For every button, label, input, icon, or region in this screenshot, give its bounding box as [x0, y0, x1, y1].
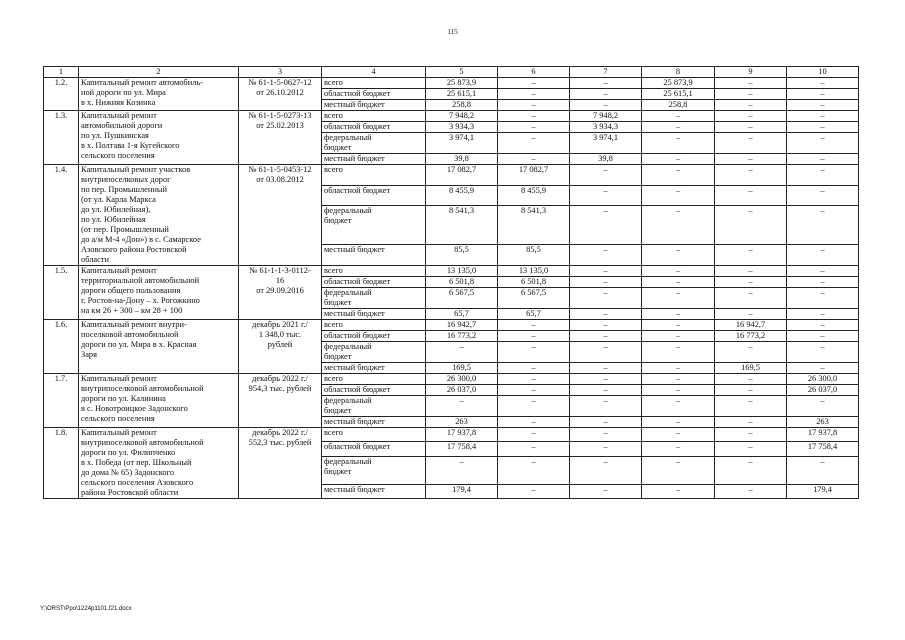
- amount-cell: –: [498, 442, 570, 456]
- item-name: Капитальный ремонт внутри- поселковой автомобильной дороги по ул. Мира в х. Красная Заря: [79, 320, 239, 374]
- funding-source: местный бюджет: [322, 100, 426, 111]
- amount-cell: –: [642, 442, 715, 456]
- amount-cell: –: [498, 111, 570, 122]
- amount-cell: –: [570, 331, 642, 342]
- amount-cell: 263: [787, 417, 859, 428]
- amount-cell: –: [715, 154, 787, 165]
- table-row: [44, 428, 859, 442]
- amount-cell: 13 135,0: [426, 266, 498, 277]
- amount-cell: –: [715, 417, 787, 428]
- amount-cell: –: [715, 385, 787, 396]
- funding-source: всего: [322, 374, 426, 385]
- amount-cell: –: [570, 206, 642, 245]
- amount-cell: 17 937,8: [426, 428, 498, 442]
- amount-cell: –: [715, 165, 787, 186]
- header-cell: 3: [239, 67, 322, 78]
- amount-cell: –: [787, 185, 859, 206]
- amount-cell: –: [642, 320, 715, 331]
- amount-cell: –: [498, 342, 570, 363]
- amount-cell: –: [570, 277, 642, 288]
- funding-source: областной бюджет: [322, 385, 426, 396]
- amount-cell: –: [426, 342, 498, 363]
- table-row: [44, 320, 859, 331]
- amount-cell: 16 773,2: [715, 331, 787, 342]
- amount-cell: –: [642, 154, 715, 165]
- amount-cell: 3 974,1: [426, 133, 498, 154]
- amount-cell: –: [715, 245, 787, 266]
- amount-cell: 3 934,3: [426, 122, 498, 133]
- amount-cell: –: [787, 78, 859, 89]
- amount-cell: –: [570, 165, 642, 186]
- amount-cell: –: [715, 111, 787, 122]
- item-document: декабрь 2022 г./ 954,3 тыс. рублей: [239, 374, 322, 428]
- item-number: 1.2.: [44, 78, 79, 111]
- funding-source: областной бюджет: [322, 277, 426, 288]
- amount-cell: –: [570, 288, 642, 309]
- amount-cell: 26 300,0: [426, 374, 498, 385]
- amount-cell: 16 942,7: [426, 320, 498, 331]
- header-cell: 5: [426, 67, 498, 78]
- amount-cell: –: [787, 165, 859, 186]
- amount-cell: –: [787, 331, 859, 342]
- amount-cell: –: [715, 133, 787, 154]
- funding-source: всего: [322, 78, 426, 89]
- amount-cell: –: [787, 456, 859, 484]
- amount-cell: –: [498, 385, 570, 396]
- amount-cell: –: [498, 417, 570, 428]
- amount-cell: –: [498, 456, 570, 484]
- amount-cell: 16 773,2: [426, 331, 498, 342]
- amount-cell: –: [715, 89, 787, 100]
- table-row: [44, 111, 859, 122]
- amount-cell: –: [570, 396, 642, 417]
- funding-source: областной бюджет: [322, 442, 426, 456]
- header-cell: 9: [715, 67, 787, 78]
- funding-source: областной бюджет: [322, 89, 426, 100]
- amount-cell: –: [715, 206, 787, 245]
- item-name: Капитальный ремонт внутрипоселковой автомобильной дороги по ул. Калинина в с. Новотроицкое Задонского сельского поселения: [79, 374, 239, 428]
- amount-cell: –: [787, 100, 859, 111]
- amount-cell: –: [642, 277, 715, 288]
- amount-cell: 169,5: [715, 363, 787, 374]
- item-name: Капитальный ремонт автомобиль- ной дороги по ул. Мира в х. Нижняя Козинка: [79, 78, 239, 111]
- page-number: 115: [447, 28, 458, 36]
- amount-cell: 6 567,5: [498, 288, 570, 309]
- item-name: Капитальный ремонт внутрипоселковой автомобильной дороги по ул. Филипченко в х. Победа (от пер. Школьный до дома № 65) Задонского сельского поселения Азовского района Ростовской области: [79, 428, 239, 499]
- table-row: [44, 165, 859, 186]
- amount-cell: –: [787, 288, 859, 309]
- amount-cell: –: [642, 122, 715, 133]
- amount-cell: 7 948,2: [426, 111, 498, 122]
- funding-source: федеральный бюджет: [322, 206, 426, 245]
- amount-cell: –: [787, 342, 859, 363]
- amount-cell: –: [498, 363, 570, 374]
- amount-cell: –: [642, 363, 715, 374]
- header-cell: 2: [79, 67, 239, 78]
- item-document: декабрь 2021 г./ 1 348,0 тыс. рублей: [239, 320, 322, 374]
- funding-source: всего: [322, 428, 426, 442]
- amount-cell: –: [715, 442, 787, 456]
- item-name: Капитальный ремонт автомобильной дороги по ул. Пушкинская в х. Полтава 1-я Кугейского сельского поселения: [79, 111, 239, 165]
- funding-source: областной бюджет: [322, 122, 426, 133]
- amount-cell: –: [787, 363, 859, 374]
- amount-cell: –: [570, 309, 642, 320]
- amount-cell: –: [498, 374, 570, 385]
- funding-source: всего: [322, 266, 426, 277]
- amount-cell: 17 937,8: [787, 428, 859, 442]
- amount-cell: –: [715, 396, 787, 417]
- amount-cell: 25 873,9: [426, 78, 498, 89]
- amount-cell: 25 615,1: [426, 89, 498, 100]
- amount-cell: 25 615,1: [642, 89, 715, 100]
- file-path-footer: Y:\ORST\Ppo\1224p1101.f21.docx: [40, 606, 132, 612]
- item-number: 1.6.: [44, 320, 79, 374]
- amount-cell: –: [715, 78, 787, 89]
- item-number: 1.5.: [44, 266, 79, 320]
- program-table: [43, 66, 859, 499]
- amount-cell: 16 942,7: [715, 320, 787, 331]
- amount-cell: –: [642, 185, 715, 206]
- amount-cell: –: [642, 417, 715, 428]
- amount-cell: –: [570, 442, 642, 456]
- amount-cell: –: [787, 266, 859, 277]
- funding-source: федеральный бюджет: [322, 456, 426, 484]
- amount-cell: –: [642, 374, 715, 385]
- amount-cell: –: [498, 320, 570, 331]
- item-document: декабрь 2022 г./ 552,3 тыс. рублей: [239, 428, 322, 499]
- amount-cell: –: [715, 456, 787, 484]
- amount-cell: –: [498, 133, 570, 154]
- amount-cell: –: [570, 342, 642, 363]
- item-number: 1.8.: [44, 428, 79, 499]
- amount-cell: 85,5: [426, 245, 498, 266]
- amount-cell: –: [642, 288, 715, 309]
- amount-cell: –: [642, 342, 715, 363]
- amount-cell: 258,8: [426, 100, 498, 111]
- amount-cell: –: [498, 89, 570, 100]
- amount-cell: –: [570, 100, 642, 111]
- amount-cell: 85,5: [498, 245, 570, 266]
- amount-cell: –: [642, 309, 715, 320]
- amount-cell: –: [498, 100, 570, 111]
- header-cell: 7: [570, 67, 642, 78]
- amount-cell: 8 455,9: [498, 185, 570, 206]
- item-name: Капитальный ремонт участков внутрипоселковых дорог по пер. Промышленный (от ул. Карла Маркса до ул. Юбилейная), по ул. Юбилейная (от пер. Промышленный до а/м М-4 «Дон») в с. Самарское Азовского района Ростовской области: [79, 165, 239, 266]
- amount-cell: –: [715, 428, 787, 442]
- amount-cell: –: [642, 245, 715, 266]
- amount-cell: 7 948,2: [570, 111, 642, 122]
- amount-cell: –: [570, 78, 642, 89]
- amount-cell: –: [570, 266, 642, 277]
- amount-cell: –: [498, 331, 570, 342]
- amount-cell: –: [787, 89, 859, 100]
- amount-cell: 39,8: [426, 154, 498, 165]
- amount-cell: 3 974,1: [570, 133, 642, 154]
- item-number: 1.3.: [44, 111, 79, 165]
- amount-cell: –: [570, 456, 642, 484]
- amount-cell: –: [498, 122, 570, 133]
- amount-cell: –: [642, 266, 715, 277]
- amount-cell: 65,7: [426, 309, 498, 320]
- amount-cell: 263: [426, 417, 498, 428]
- amount-cell: –: [498, 484, 570, 498]
- table-row: [44, 78, 859, 89]
- amount-cell: –: [426, 396, 498, 417]
- funding-source: всего: [322, 165, 426, 186]
- amount-cell: –: [787, 396, 859, 417]
- table-row: [44, 374, 859, 385]
- amount-cell: 6 501,8: [498, 277, 570, 288]
- amount-cell: –: [570, 185, 642, 206]
- funding-source: федеральный бюджет: [322, 133, 426, 154]
- amount-cell: –: [570, 374, 642, 385]
- amount-cell: –: [715, 266, 787, 277]
- funding-source: федеральный бюджет: [322, 288, 426, 309]
- amount-cell: –: [498, 396, 570, 417]
- amount-cell: 17 758,4: [426, 442, 498, 456]
- amount-cell: 8 541,3: [498, 206, 570, 245]
- amount-cell: –: [498, 154, 570, 165]
- amount-cell: –: [715, 185, 787, 206]
- amount-cell: –: [570, 245, 642, 266]
- amount-cell: 8 455,9: [426, 185, 498, 206]
- amount-cell: –: [715, 342, 787, 363]
- item-document: № 61-1-5-0627-12 от 26.10.2012: [239, 78, 322, 111]
- amount-cell: –: [498, 78, 570, 89]
- amount-cell: –: [570, 385, 642, 396]
- amount-cell: 8 541,3: [426, 206, 498, 245]
- amount-cell: –: [787, 320, 859, 331]
- amount-cell: –: [787, 122, 859, 133]
- amount-cell: 13 135,0: [498, 266, 570, 277]
- amount-cell: 26 037,0: [426, 385, 498, 396]
- amount-cell: –: [642, 484, 715, 498]
- amount-cell: –: [787, 245, 859, 266]
- item-document: № 61-1-1-3-0112- 16 от 29.09.2016: [239, 266, 322, 320]
- funding-source: всего: [322, 320, 426, 331]
- funding-source: федеральный бюджет: [322, 396, 426, 417]
- funding-source: местный бюджет: [322, 309, 426, 320]
- amount-cell: –: [426, 456, 498, 484]
- item-document: № 61-1-5-0453-12 от 03.08.2012: [239, 165, 322, 266]
- amount-cell: –: [787, 277, 859, 288]
- amount-cell: 3 934,3: [570, 122, 642, 133]
- amount-cell: –: [570, 320, 642, 331]
- header-cell: 4: [322, 67, 426, 78]
- amount-cell: –: [642, 396, 715, 417]
- amount-cell: –: [787, 309, 859, 320]
- header-cell: 10: [787, 67, 859, 78]
- amount-cell: –: [715, 374, 787, 385]
- amount-cell: –: [642, 331, 715, 342]
- amount-cell: –: [715, 277, 787, 288]
- header-cell: 1: [44, 67, 79, 78]
- amount-cell: –: [787, 111, 859, 122]
- amount-cell: –: [642, 428, 715, 442]
- amount-cell: 179,4: [426, 484, 498, 498]
- amount-cell: 17 758,4: [787, 442, 859, 456]
- item-number: 1.4.: [44, 165, 79, 266]
- amount-cell: –: [570, 428, 642, 442]
- amount-cell: 17 082,7: [426, 165, 498, 186]
- item-number: 1.7.: [44, 374, 79, 428]
- amount-cell: –: [715, 122, 787, 133]
- header-row: [44, 67, 859, 78]
- amount-cell: 39,8: [570, 154, 642, 165]
- header-cell: 6: [498, 67, 570, 78]
- amount-cell: 169,5: [426, 363, 498, 374]
- amount-cell: –: [570, 417, 642, 428]
- amount-cell: –: [715, 288, 787, 309]
- funding-source: местный бюджет: [322, 154, 426, 165]
- funding-source: местный бюджет: [322, 417, 426, 428]
- amount-cell: –: [642, 111, 715, 122]
- item-name: Капитальный ремонт территориальной автомобильной дороги общего пользования г. Ростов-на-Дону – х. Рогожкино на км 26 + 300 – км 28 + 100: [79, 266, 239, 320]
- funding-source: федеральный бюджет: [322, 342, 426, 363]
- amount-cell: 26 037,0: [787, 385, 859, 396]
- item-document: № 61-1-5-0273-13 от 25.02.2013: [239, 111, 322, 165]
- amount-cell: 6 567,5: [426, 288, 498, 309]
- amount-cell: –: [498, 428, 570, 442]
- table-row: [44, 266, 859, 277]
- amount-cell: 179,4: [787, 484, 859, 498]
- amount-cell: 26 300,0: [787, 374, 859, 385]
- amount-cell: –: [787, 133, 859, 154]
- amount-cell: 6 501,8: [426, 277, 498, 288]
- amount-cell: 25 873,9: [642, 78, 715, 89]
- amount-cell: –: [787, 154, 859, 165]
- funding-source: местный бюджет: [322, 363, 426, 374]
- header-cell: 8: [642, 67, 715, 78]
- amount-cell: –: [642, 165, 715, 186]
- amount-cell: –: [570, 89, 642, 100]
- amount-cell: –: [715, 309, 787, 320]
- amount-cell: –: [642, 456, 715, 484]
- amount-cell: –: [715, 484, 787, 498]
- amount-cell: 258,8: [642, 100, 715, 111]
- amount-cell: –: [642, 133, 715, 154]
- amount-cell: –: [570, 363, 642, 374]
- funding-source: местный бюджет: [322, 245, 426, 266]
- funding-source: всего: [322, 111, 426, 122]
- amount-cell: –: [642, 206, 715, 245]
- funding-source: областной бюджет: [322, 331, 426, 342]
- amount-cell: –: [787, 206, 859, 245]
- amount-cell: 65,7: [498, 309, 570, 320]
- funding-source: местный бюджет: [322, 484, 426, 498]
- amount-cell: –: [570, 484, 642, 498]
- funding-source: областной бюджет: [322, 185, 426, 206]
- amount-cell: –: [715, 100, 787, 111]
- amount-cell: 17 082,7: [498, 165, 570, 186]
- amount-cell: –: [642, 385, 715, 396]
